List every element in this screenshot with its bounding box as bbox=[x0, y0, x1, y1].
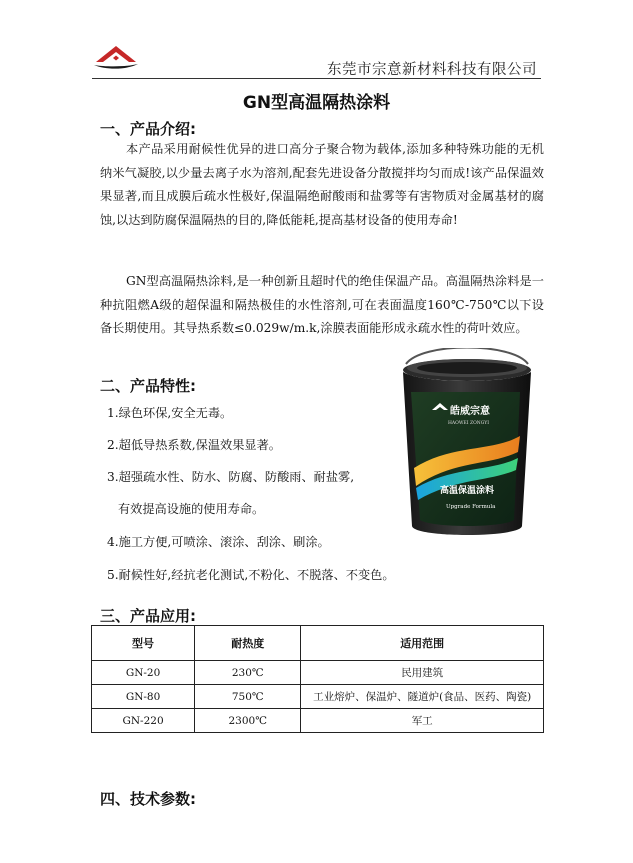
feature-item: 4.施工方便,可喷涂、滚涂、刮涂、刷涂。 bbox=[107, 535, 330, 549]
product-bucket-image bbox=[392, 348, 542, 540]
column-header-model: 型号 bbox=[92, 626, 195, 661]
feature-item: 2.超低导热系数,保温效果显著。 bbox=[107, 438, 281, 452]
column-header-heat-resistance: 耐热度 bbox=[195, 626, 301, 661]
section-heading-features: 二、产品特性: bbox=[100, 377, 196, 395]
feature-item: 5.耐候性好,经抗老化测试,不粉化、不脱落、不变色。 bbox=[107, 568, 395, 582]
section-heading-intro: 一、产品介绍: bbox=[100, 120, 196, 138]
company-logo-icon bbox=[92, 38, 140, 72]
bucket-brand-text: 皓威宗意 bbox=[450, 406, 490, 417]
feature-item: 1.绿色环保,安全无毒。 bbox=[107, 406, 233, 420]
bucket-brand-en-text: HAOWEI ZONGYI bbox=[448, 421, 489, 426]
section-heading-applications: 三、产品应用: bbox=[100, 607, 196, 625]
bucket-subtitle: Upgrade Formula bbox=[446, 504, 496, 510]
bucket-product-name: 高温保温涂料 bbox=[440, 486, 495, 496]
header-divider bbox=[92, 78, 541, 79]
intro-paragraph-1: 本产品采用耐候性优异的进口高分子聚合物为载体,添加多种特殊功能的无机纳米气凝胶,以少量去离子水为溶剂,配套先进设备分散搅拌均匀而成!该产品保温效果显著,而且成膜后疏水性极好,保温隔绝耐酸雨和盐雾等有害物质对金属基材的腐蚀,以达到防腐保温隔热的目的,降低能耗,提高基材设备的使用寿命! bbox=[100, 142, 544, 227]
section-heading-specs: 四、技术参数: bbox=[100, 790, 196, 808]
application-table bbox=[91, 625, 544, 733]
cell-model: GN-220 bbox=[92, 709, 195, 733]
cell-model: GN-80 bbox=[92, 685, 195, 709]
table-row bbox=[92, 661, 544, 685]
column-header-scope: 适用范围 bbox=[301, 626, 544, 661]
cell-model: GN-20 bbox=[92, 661, 195, 685]
company-name: 东莞市宗意新材料科技有限公司 bbox=[327, 62, 537, 78]
cell-scope: 民用建筑 bbox=[301, 661, 544, 685]
cell-scope: 军工 bbox=[301, 709, 544, 733]
cell-scope: 工业熔炉、保温炉、隧道炉(食品、医药、陶瓷) bbox=[301, 685, 544, 709]
table-header-row bbox=[92, 626, 544, 661]
feature-item: 3.超强疏水性、防水、防腐、防酸雨、耐盐雾, bbox=[107, 470, 355, 484]
table-row bbox=[92, 709, 544, 733]
cell-heat-resistance: 230℃ bbox=[195, 661, 301, 685]
feature-item-continued: 有效提高设施的使用寿命。 bbox=[118, 502, 265, 516]
intro-paragraph-2: GN型高温隔热涂料,是一种创新且超时代的绝佳保温产品。高温隔热涂料是一种抗阻燃A级的超保温和隔热极佳的水性溶剂,可在表面温度160℃-750℃以下设备长期使用。其导热系数≤0.029w/m.k,涂膜表面能形成永疏水性的荷叶效应。 bbox=[100, 274, 544, 335]
table-row bbox=[92, 685, 544, 709]
document-title: GN型高温隔热涂料 bbox=[242, 93, 391, 113]
cell-heat-resistance: 750℃ bbox=[195, 685, 301, 709]
cell-heat-resistance: 2300℃ bbox=[195, 709, 301, 733]
